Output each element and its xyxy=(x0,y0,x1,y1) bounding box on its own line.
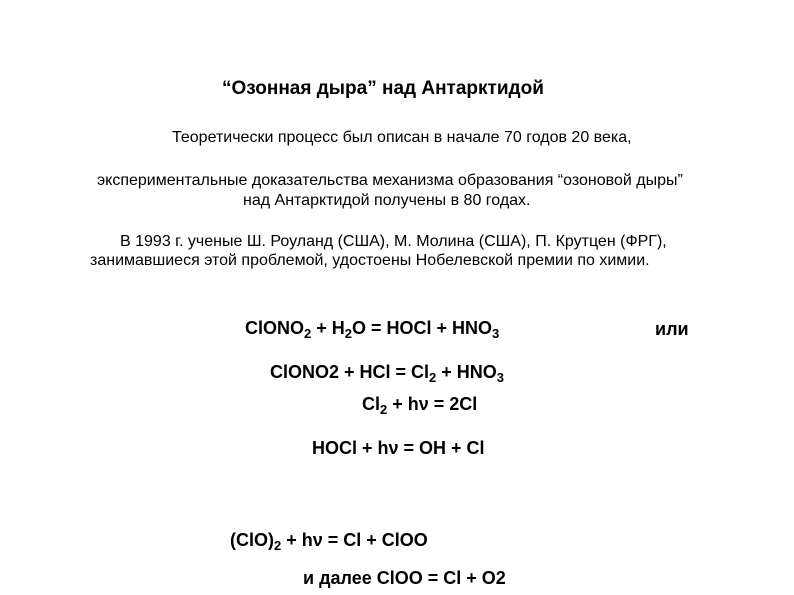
eq-text: ClONO2 + HCl = Cl xyxy=(270,362,430,382)
eq-text: Cl xyxy=(362,394,380,414)
equation-clono2-hcl xyxy=(270,362,504,383)
slide-title: “Озонная дыра” над Антарктидой xyxy=(222,78,544,99)
eq-subscript: 3 xyxy=(492,326,500,341)
paragraph-theory: Теоретически процесс был описан в начале 70 годов 20 века, xyxy=(172,129,632,146)
equation-cloo-decomposition xyxy=(303,568,506,589)
eq-subscript: 2 xyxy=(429,370,437,385)
eq-text: HOCl + hν = OH + Cl xyxy=(312,438,485,458)
paragraph-nobel-line2: занимавшиеся этой проблемой, удостоены Нобелевской премии по химии. xyxy=(90,252,650,269)
eq-text: и далее ClOO = Cl + O2 xyxy=(303,568,506,588)
eq-text: + hν = Cl + ClOO xyxy=(281,530,428,550)
eq-text: O = HOCl + HNO xyxy=(352,318,493,338)
eq-text: + H xyxy=(311,318,345,338)
eq-subscript: 2 xyxy=(304,326,312,341)
eq-text: ClONO xyxy=(245,318,305,338)
eq-subscript: 3 xyxy=(496,370,505,385)
eq-subscript: 2 xyxy=(274,538,282,553)
paragraph-experiment-line2: над Антарктидой получены в 80 годах. xyxy=(243,192,531,209)
eq-subscript: 2 xyxy=(380,402,388,417)
eq-text: (ClO) xyxy=(230,530,274,550)
equation-clo-dimer-photolysis xyxy=(230,530,428,551)
paragraph-nobel-line1: В 1993 г. ученые Ш. Роуланд (США), М. Молина (США), П. Крутцен (ФРГ), xyxy=(120,233,667,250)
connector-or: или xyxy=(655,319,689,339)
eq-subscript: 2 xyxy=(344,326,352,341)
eq-text: + HNO xyxy=(436,362,497,382)
equation-hocl-photolysis xyxy=(312,438,485,459)
paragraph-experiment-line1: экспериментальные доказательства механизма образования “озоновой дыры” xyxy=(97,172,683,189)
eq-text: + hν = 2Cl xyxy=(387,394,478,414)
equation-clono2-hydrolysis xyxy=(245,318,499,339)
equation-cl2-photolysis xyxy=(362,394,477,415)
